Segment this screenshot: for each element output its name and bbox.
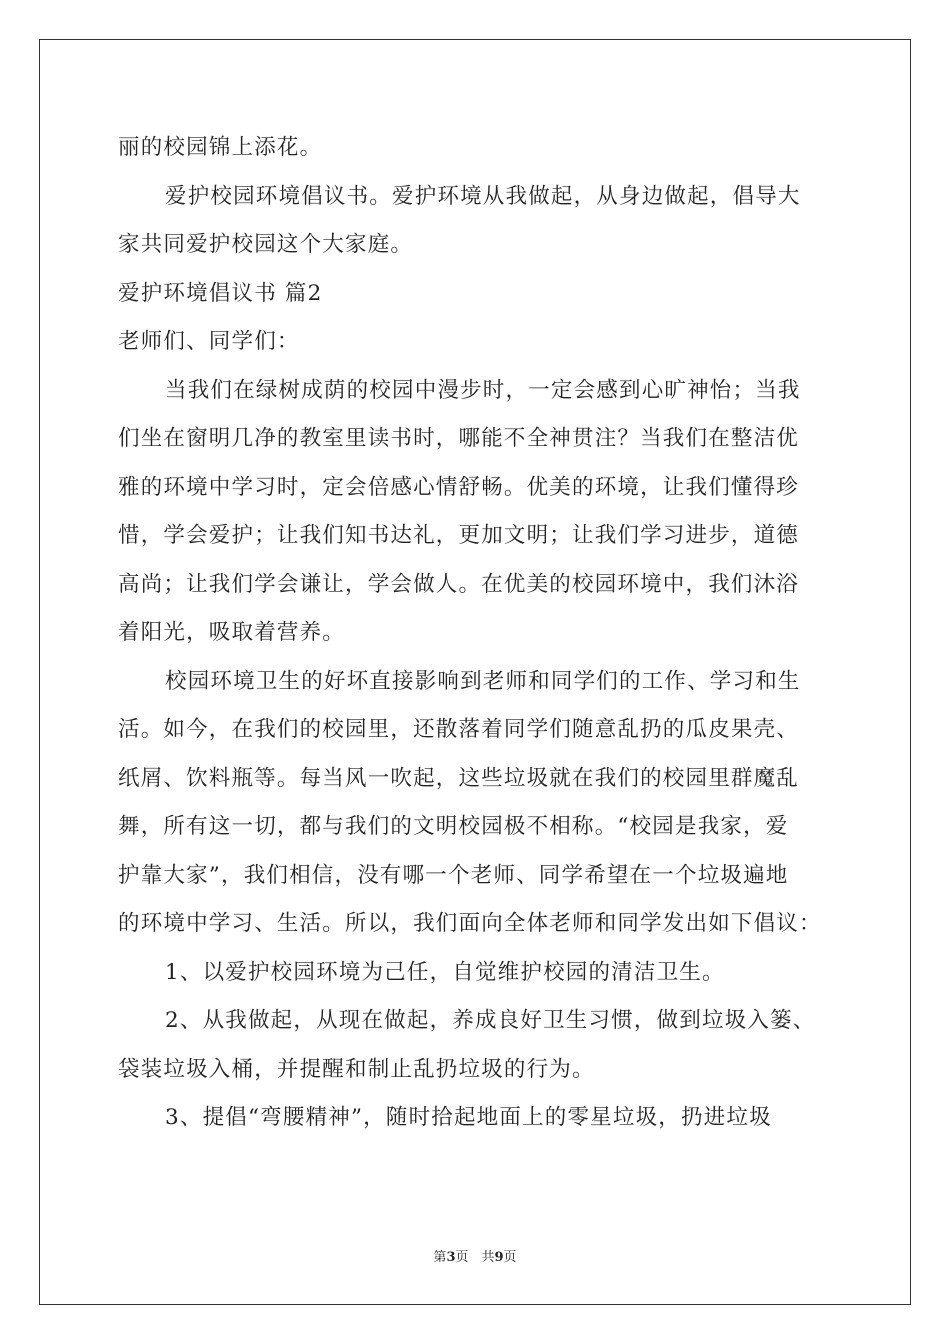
text-line: 着阳光，吸取着营养。 [118,620,346,645]
text-line: 活。如今，在我们的校园里，还散落着同学们随意乱扔的瓜皮果壳、 [118,717,800,742]
text-line: 们坐在窗明几净的教室里读书时，哪能不全神贯注？当我们在整洁优 [118,426,800,451]
text-line: 当我们在绿树成荫的校园中漫步时，一定会感到心旷神怡；当我 [165,377,801,403]
text-line: 校园环境卫生的好坏直接影响到老师和同学们的工作、学习和生 [165,668,801,694]
text-line: 纸屑、饮料瓶等。每当风一吹起，这些垃圾就在我们的校园里群魔乱 [118,765,800,791]
text-line: 爱护校园环境倡议书。爱护环境从我做起，从身边做起，倡导大 [165,183,801,209]
text-line: 丽的校园锦上添花。 [118,135,323,160]
footer-suffix: 页 [503,1250,517,1265]
text-line: 袋装垃圾入桶，并提醒和制止乱扔垃圾的行为。 [118,1056,595,1082]
text-line: 舞，所有这一切，都与我们的文明校园极不相称。“校园是我家，爱 [118,814,789,839]
text-line: 3、提倡“弯腰精神”，随时拾起地面上的零星垃圾，扔进垃圾 [165,1105,772,1130]
page-footer [0,1246,950,1265]
text-line: 的环境中学习、生活。所以，我们面向全体老师和同学发出如下倡议： [118,911,822,936]
text-line: 1、以爱护校园环境为己任，自觉维护校园的清洁卫生。 [165,959,725,985]
document-body [118,124,838,1143]
text-line: 惜，学会爱护；让我们知书达礼，更加文明；让我们学习进步，道德 [118,523,800,548]
text-line: 高尚；让我们学会谦让，学会做人。在优美的校园环境中，我们沐浴 [118,571,800,597]
text-line: 护靠大家”，我们相信，没有哪一个老师、同学希望在一个垃圾遍地 [118,862,789,888]
text-line: 老师们、同学们： [118,329,300,354]
text-line: 雅的环境中学习时，定会倍感心情舒畅。优美的环境，让我们懂得珍 [118,474,800,500]
text-line: 2、从我做起，从现在做起，养成良好卫生习惯，做到垃圾入篓、 [165,1008,816,1033]
text-line: 家共同爱护校园这个大家庭。 [118,232,414,257]
footer-middle: 页 共 [455,1250,495,1265]
text-line: 爱护环境倡议书 篇2 [118,280,323,306]
total-pages-number: 9 [494,1250,504,1265]
footer-prefix: 第 [433,1250,447,1265]
current-page-number: 3 [446,1250,456,1265]
